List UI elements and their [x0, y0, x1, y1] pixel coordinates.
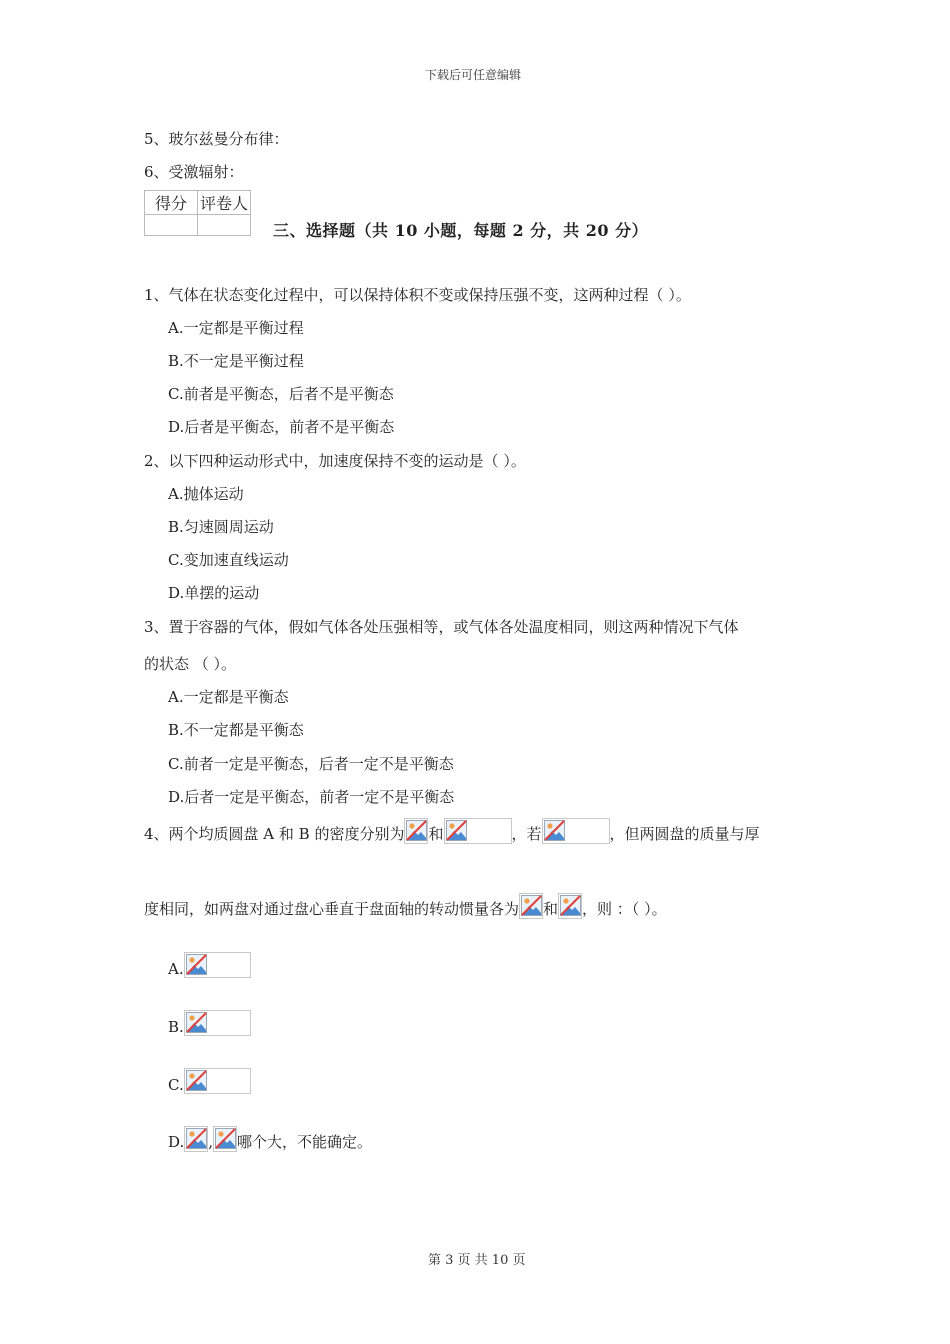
- option-label: C.: [168, 1076, 184, 1094]
- broken-image-icon: [186, 1070, 207, 1091]
- stem-text: ，但两圆盘的质量与厚: [609, 825, 760, 843]
- page-header: 下载后可任意编辑: [425, 68, 522, 82]
- option-b: B.不一定都是平衡态: [168, 721, 304, 739]
- option-a: A.一定都是平衡态: [168, 688, 289, 706]
- stem-text: ，则 ：（ ）。: [582, 900, 667, 918]
- option-label: B.: [168, 1018, 184, 1036]
- broken-image-icon: [215, 1128, 236, 1149]
- broken-image-icon: [406, 820, 427, 841]
- option-b: B.不一定是平衡过程: [168, 352, 304, 370]
- definition-item: 5、玻尔兹曼分布律：: [144, 130, 289, 148]
- stem-text: 4、两个均质圆盘 A 和 B 的密度分别为: [144, 825, 405, 843]
- grader-label: 评卷人: [198, 191, 251, 215]
- formula-image: [184, 1068, 251, 1094]
- broken-image-icon: [186, 1012, 207, 1033]
- option-c: [168, 1068, 251, 1094]
- formula-image: [184, 952, 251, 978]
- question-stem: [144, 818, 760, 844]
- formula-image: [542, 818, 610, 844]
- option-label: A.: [168, 960, 184, 978]
- question-stem: 3、置于容器的气体，假如气体各处压强相等，或气体各处温度相同，则这两种情况下气体: [144, 618, 739, 636]
- question-stem-cont: 的状态 （ ）。: [144, 655, 237, 673]
- broken-image-icon: [186, 954, 207, 975]
- score-label: 得分: [145, 191, 198, 215]
- broken-image-icon: [186, 1128, 207, 1149]
- formula-image: [444, 818, 512, 844]
- option-label: D.: [168, 1133, 185, 1151]
- formula-image: [184, 1126, 208, 1152]
- score-table: [144, 190, 251, 236]
- option-c: C.前者是平衡态，后者不是平衡态: [168, 385, 394, 403]
- option-sep: ,: [208, 1133, 214, 1151]
- definition-item: 6、受激辐射：: [144, 163, 244, 181]
- question-stem-cont: [144, 893, 667, 919]
- score-cell: [145, 215, 198, 236]
- question-stem: 1、气体在状态变化过程中，可以保持体积不变或保持压强不变，这两种过程（ ）。: [144, 286, 691, 304]
- option-d: D.后者一定是平衡态，前者一定不是平衡态: [168, 788, 455, 806]
- option-d: D.单摆的运动: [168, 584, 260, 602]
- broken-image-icon: [560, 895, 581, 916]
- formula-image: [519, 893, 543, 919]
- stem-text: 度相同，如两盘对通过盘心垂直于盘面轴的转动惯量各为: [144, 900, 520, 918]
- broken-image-icon: [521, 895, 542, 916]
- option-a: A.抛体运动: [168, 485, 244, 503]
- option-c: C.前者一定是平衡态，后者一定不是平衡态: [168, 755, 454, 773]
- formula-image: [404, 818, 428, 844]
- stem-text: 和: [543, 900, 559, 918]
- grader-cell: [198, 215, 251, 236]
- option-text: 哪个大，不能确定。: [237, 1133, 373, 1151]
- option-a: A.一定都是平衡过程: [168, 319, 304, 337]
- option-d: [168, 1126, 372, 1152]
- broken-image-icon: [544, 820, 565, 841]
- option-c: C.变加速直线运动: [168, 551, 289, 569]
- page-footer: 第 3 页 共 10 页: [428, 1253, 526, 1268]
- section-title: 三、选择题（共 10 小题，每题 2 分，共 20 分）: [273, 221, 649, 240]
- option-d: D.后者是平衡态，前者不是平衡态: [168, 418, 395, 436]
- question-stem: 2、以下四种运动形式中，加速度保持不变的运动是（ ）。: [144, 452, 526, 470]
- broken-image-icon: [446, 820, 467, 841]
- option-a: [168, 952, 251, 978]
- formula-image: [184, 1010, 251, 1036]
- stem-text: 和: [428, 825, 444, 843]
- option-b: [168, 1010, 251, 1036]
- stem-text: ，若: [511, 825, 542, 843]
- option-b: B.匀速圆周运动: [168, 518, 274, 536]
- formula-image: [558, 893, 582, 919]
- formula-image: [213, 1126, 237, 1152]
